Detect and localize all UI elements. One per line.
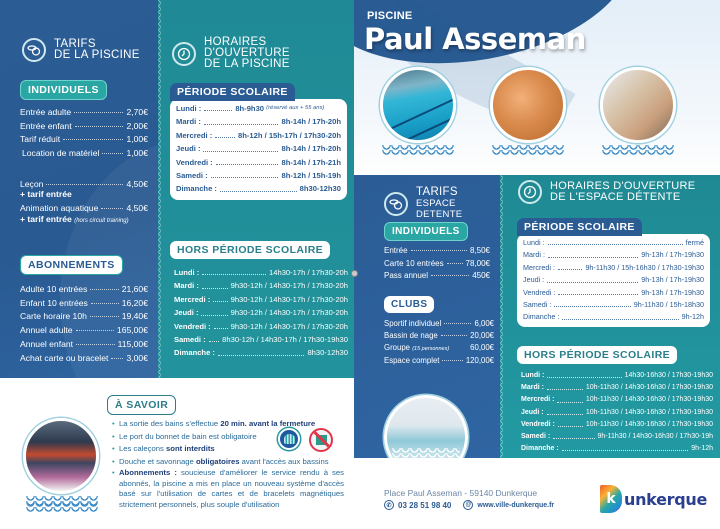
price-row: Carte 10 entrées 78,00€ — [384, 258, 490, 268]
price-row: Entrée adulte 2,70€ — [20, 107, 148, 117]
address: Place Paul Asseman - 59140 Dunkerque — [384, 488, 538, 498]
tarifs-detente-header — [384, 187, 500, 220]
price-row: Annuel enfant 115,00€ — [20, 338, 148, 349]
periode-scolaire-label: PÉRIODE SCOLAIRE — [170, 83, 295, 101]
schedule-row: Lundi : 14h30-16h30 / 17h30-19h30 — [521, 372, 713, 379]
price-sub: + tarif entrée — [20, 189, 72, 199]
logo-text: unkerque — [624, 489, 708, 509]
info-item: • Douche et savonnage obligatoires avant l'accès aux bassins — [112, 456, 344, 469]
price-row: Espace complet 120,00€ — [384, 356, 494, 365]
info-list — [112, 418, 344, 510]
coins-icon — [384, 192, 408, 216]
schedule-row: Dimanche : 9h-12h — [523, 312, 704, 322]
horaires-detente-header — [518, 180, 695, 204]
phone-icon: ✆ — [384, 500, 394, 510]
web-icon: @ — [463, 500, 473, 510]
price-row: Pass annuel 450€ — [384, 271, 490, 280]
title-small: PISCINE — [367, 10, 413, 22]
schedule-box — [517, 234, 710, 327]
swim-cap-icon — [278, 428, 300, 450]
section-title: TARIFS DE LA PISCINE — [54, 38, 140, 61]
horaires-detente-panel — [500, 175, 720, 458]
price-row: Location de matériel 1,00€ — [22, 148, 148, 159]
schedule-row: Samedi : 9h-11h30 / 15h-18h30 — [523, 300, 704, 310]
schedule-row: Mardi : 10h-11h30 / 14h30-16h30 / 17h30-19h30 — [521, 384, 713, 392]
phone-number[interactable]: 03 28 51 98 40 — [398, 500, 452, 510]
website-link[interactable]: www.ville-dunkerque.fr — [477, 501, 555, 509]
info-item: • Les caleçons sont interdits — [112, 443, 344, 456]
price-row: Annuel adulte 165,00€ — [20, 325, 148, 336]
tarifs-piscine-panel — [0, 0, 158, 378]
wavy-divider — [500, 175, 504, 458]
schedule-row: Jeudi : 9h-13h / 17h-19h30 — [523, 275, 704, 285]
schedule-row: Vendredi : 8h-14h / 17h-21h — [176, 157, 341, 167]
photo-sauna — [490, 67, 566, 143]
hors-periode-label: HORS PÉRIODE SCOLAIRE — [170, 241, 330, 259]
clubs-label: CLUBS — [384, 296, 434, 313]
footer — [354, 458, 720, 529]
schedule-row: Samedi : 8h-12h / 15h-19h — [176, 171, 341, 181]
hors-periode-label: HORS PÉRIODE SCOLAIRE — [517, 346, 677, 364]
price-row: Enfant 10 entrées 16,20€ — [20, 297, 148, 308]
schedule-row: Vendredi : 9h-13h / 17h-19h30 — [523, 287, 704, 297]
hero-panel — [354, 0, 720, 175]
schedule-row: Dimanche : 8h30-12h30 — [176, 184, 341, 194]
info-item: • Le port du bonnet de bain est obligatoire — [112, 431, 344, 444]
wavy-divider — [158, 0, 162, 378]
individuels-label: INDIVIDUELS — [20, 80, 107, 100]
price-row: Adulte 10 entrées 21,60€ — [20, 284, 148, 294]
schedule-row: Mardi : 9h30-12h / 14h30-17h / 17h30-20h — [174, 281, 348, 291]
a-savoir-label: À SAVOIR — [107, 395, 176, 415]
schedule-row: Jeudi : 8h-14h / 17h-20h — [176, 144, 341, 154]
schedule-box — [170, 99, 347, 200]
photo-relax — [600, 67, 676, 143]
price-row: Entrée enfant 2,00€ — [20, 120, 148, 131]
info-item: • La sortie des bains s'effectue 20 min. avant la fermeture — [112, 418, 344, 431]
no-shorts-icon — [309, 428, 333, 452]
schedule-row: Jeudi : 9h30-12h / 14h30-17h / 17h30-20h — [174, 308, 348, 318]
price-row: Sportif individuel 6,00€ — [384, 319, 494, 328]
schedule-row: Lundi : 14h30-17h / 17h30-20h — [174, 268, 348, 277]
price-row: Animation aquatique 4,50€ — [20, 203, 148, 213]
waves-icon — [392, 448, 460, 458]
fold-marker — [351, 270, 358, 277]
section-title: HORAIRES D'OUVERTURE DE L'ESPACE DÉTENTE — [550, 180, 696, 203]
photo-swimmer — [23, 418, 99, 494]
individuels-label: INDIVIDUELS — [384, 222, 468, 241]
horaires-piscine-header — [172, 37, 354, 70]
waves-icon — [26, 502, 98, 512]
periode-scolaire-label: PÉRIODE SCOLAIRE — [517, 218, 642, 236]
schedule-row: Mercredi : 8h-12h / 15h-17h / 17h30-20h — [176, 130, 341, 140]
waves-icon — [602, 145, 674, 155]
schedule-row: Mardi : 8h-14h / 17h-20h — [176, 117, 341, 127]
schedule-row: Vendredi : 10h-11h30 / 14h30-16h30 / 17h30-19h30 — [521, 420, 713, 428]
schedule-row: Mercredi : 10h-11h30 / 14h30-16h30 / 17h30-19h30 — [521, 396, 713, 404]
section-title: TARIFS ESPACE DETENTE — [416, 186, 463, 220]
dunkerque-logo — [600, 485, 707, 513]
schedule-row: Lundi : fermé — [523, 238, 704, 247]
schedule-row: Lundi : 8h-9h30 (réservé aux + 55 ans) — [176, 104, 325, 113]
price-row: Bassin de nage 20,00€ — [384, 331, 494, 340]
price-row: Groupe (15 personnes) 60,00€ — [384, 343, 494, 352]
price-row: Achat carte ou bracelet 3,00€ — [20, 352, 148, 363]
waves-icon — [492, 145, 564, 155]
tarifs-detente-panel — [354, 175, 500, 458]
tarifs-piscine-header — [22, 38, 140, 62]
price-row: Entrée 8,50€ — [384, 246, 490, 255]
clock-icon — [518, 180, 542, 204]
horaires-piscine-panel — [158, 0, 354, 378]
abonnements-label: ABONNEMENTS — [20, 255, 123, 275]
photo-pool — [380, 67, 456, 143]
page-title: Paul Asseman — [364, 22, 586, 56]
clock-icon — [172, 42, 196, 66]
schedule-row: Mercredi : 9h30-12h / 14h30-17h / 17h30-20h — [174, 294, 348, 304]
price-row: Leçon 4,50€ — [20, 179, 148, 189]
schedule-row: Dimanche : 8h30-12h30 — [174, 348, 348, 358]
a-savoir-panel — [0, 378, 354, 529]
coins-icon — [22, 38, 46, 62]
waves-icon — [382, 145, 454, 155]
schedule-row: Mercredi : 9h-11h30 / 15h-16h30 / 17h30-19h30 — [523, 262, 704, 272]
price-sub: + tarif entrée (hors circuit training) — [20, 214, 129, 224]
price-row: Carte horaire 10h 19,40€ — [20, 311, 148, 322]
info-item: • Abonnements : soucieuse d'améliorer le service rendu à ses abonnés, la piscine a mis en place un nouveau système d'accès basé sur l'utilisation de cartes et de bracelets magnétiques strictement personnels, plus souple d'utilisation — [112, 468, 344, 510]
section-title: HORAIRES D'OUVERTURE DE LA PISCINE — [204, 36, 290, 70]
schedule-row: Jeudi : 10h-11h30 / 14h30-16h30 / 17h30-19h30 — [521, 408, 713, 416]
schedule-row: Dimanche : 9h-12h — [521, 445, 713, 453]
logo-mark: k — [600, 485, 622, 513]
schedule-row: Vendredi : 9h30-12h / 14h30-17h / 17h30-20h — [174, 321, 348, 331]
schedule-row: Samedi : 8h30-12h / 14h30-17h / 17h30-19h30 — [174, 335, 348, 345]
schedule-row: Mardi : 9h-13h / 17h-19h30 — [523, 250, 704, 260]
price-row: Tarif réduit 1,00€ — [20, 134, 148, 145]
schedule-row: Samedi : 9h-11h30 / 14h30-16h30 / 17h30-19h — [521, 433, 713, 441]
